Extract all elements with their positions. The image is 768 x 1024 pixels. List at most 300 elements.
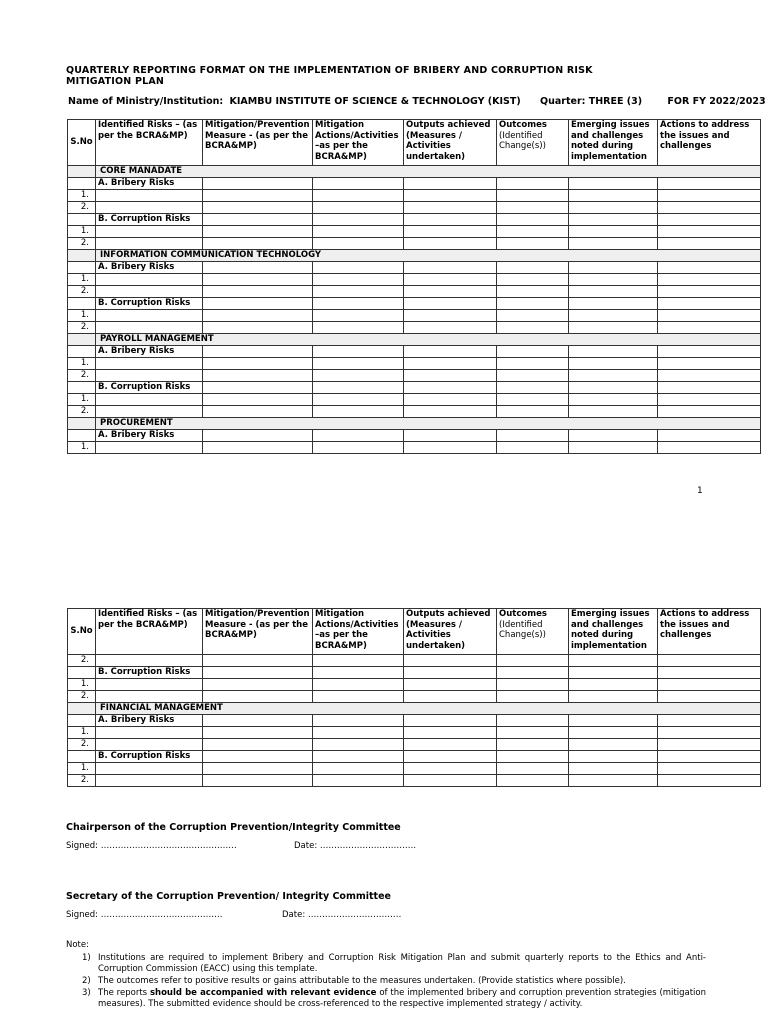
empty-cell: [404, 430, 497, 442]
empty-cell: [68, 703, 96, 715]
empty-cell: [313, 763, 404, 775]
empty-cell: [569, 202, 658, 214]
empty-cell: [569, 751, 658, 763]
table-row: [68, 763, 761, 775]
empty-cell: [497, 751, 569, 763]
subheading-row: [68, 262, 761, 274]
empty-cell: [497, 775, 569, 787]
empty-cell: [313, 442, 404, 454]
empty-cell: [404, 751, 497, 763]
report-table-page1: [67, 119, 761, 454]
institution-name: KIAMBU INSTITUTE OF SCIENCE & TECHNOLOGY (KIST): [229, 96, 521, 107]
empty-cell: [569, 274, 658, 286]
header-outcomes: [497, 120, 569, 166]
empty-cell: [497, 370, 569, 382]
empty-cell: [404, 370, 497, 382]
empty-cell: [569, 214, 658, 226]
empty-cell: [569, 442, 658, 454]
empty-cell: [203, 655, 313, 667]
subheading-row: [68, 178, 761, 190]
empty-cell: [569, 298, 658, 310]
empty-cell: [404, 667, 497, 679]
note-number: 1): [82, 953, 91, 963]
empty-cell: [404, 190, 497, 202]
note-item: [66, 953, 706, 975]
empty-cell: [313, 226, 404, 238]
empty-cell: [497, 226, 569, 238]
note-item: [66, 976, 706, 987]
empty-cell: [203, 406, 313, 418]
empty-cell: [404, 298, 497, 310]
row-number: 1.: [68, 763, 96, 775]
row-number: 2.: [68, 691, 96, 703]
empty-cell: [569, 775, 658, 787]
section-row: [68, 334, 761, 346]
empty-cell: [569, 382, 658, 394]
empty-cell: [569, 226, 658, 238]
row-number: 2.: [68, 655, 96, 667]
empty-cell: [404, 727, 497, 739]
chairperson-signed: Signed: …………………………………………: [66, 841, 237, 851]
empty-cell: [203, 262, 313, 274]
empty-cell: [313, 430, 404, 442]
header-actions-to-address: Actions to address the issues and challenges: [658, 120, 761, 166]
header-outcomes: [497, 609, 569, 655]
empty-cell: [658, 190, 761, 202]
row-number: 1.: [68, 679, 96, 691]
empty-cell: [203, 679, 313, 691]
empty-cell: [404, 286, 497, 298]
empty-cell: [569, 655, 658, 667]
note-heading: Note:: [66, 940, 89, 950]
empty-cell: [569, 370, 658, 382]
empty-cell: [313, 238, 404, 250]
empty-cell: [404, 358, 497, 370]
header-outputs: Outputs achieved (Measures / Activities undertaken): [404, 120, 497, 166]
header-mitigation-measure: Mitigation/Prevention Measure - (as per the BCRA&MP): [203, 120, 313, 166]
empty-cell: [497, 178, 569, 190]
empty-cell: [203, 382, 313, 394]
empty-cell: [497, 262, 569, 274]
empty-cell: [404, 715, 497, 727]
section-label: PROCUREMENT: [96, 418, 761, 430]
table-row: [68, 238, 761, 250]
empty-cell: [497, 202, 569, 214]
empty-cell: [497, 238, 569, 250]
empty-cell: [569, 406, 658, 418]
empty-cell: [658, 775, 761, 787]
empty-cell: [96, 775, 203, 787]
section-label: FINANCIAL MANAGEMENT: [96, 703, 761, 715]
risk-category-label: B. Corruption Risks: [96, 667, 203, 679]
table-row: [68, 775, 761, 787]
empty-cell: [497, 691, 569, 703]
empty-cell: [497, 286, 569, 298]
risk-category-label: B. Corruption Risks: [96, 214, 203, 226]
row-number: 2.: [68, 286, 96, 298]
empty-cell: [658, 406, 761, 418]
empty-cell: [658, 739, 761, 751]
row-number: 1.: [68, 310, 96, 322]
empty-cell: [313, 178, 404, 190]
header-emerging-issues: Emerging issues and challenges noted during implementation: [569, 609, 658, 655]
subheading-row: [68, 346, 761, 358]
table-row: [68, 226, 761, 238]
empty-cell: [404, 274, 497, 286]
risk-category-label: B. Corruption Risks: [96, 382, 203, 394]
empty-cell: [658, 751, 761, 763]
empty-cell: [404, 226, 497, 238]
empty-cell: [658, 691, 761, 703]
empty-cell: [569, 238, 658, 250]
empty-cell: [313, 202, 404, 214]
empty-cell: [68, 250, 96, 262]
subheading-row: [68, 298, 761, 310]
table-row: [68, 310, 761, 322]
empty-cell: [404, 655, 497, 667]
empty-cell: [203, 178, 313, 190]
section-row: [68, 418, 761, 430]
chairperson-title: Chairperson of the Corruption Prevention/Integrity Committee: [66, 822, 401, 833]
empty-cell: [96, 202, 203, 214]
empty-cell: [497, 394, 569, 406]
empty-cell: [96, 190, 203, 202]
empty-cell: [569, 262, 658, 274]
empty-cell: [569, 346, 658, 358]
empty-cell: [313, 667, 404, 679]
section-label: PAYROLL MANAGEMENT: [96, 334, 761, 346]
table-row: [68, 322, 761, 334]
empty-cell: [404, 262, 497, 274]
subheading-row: [68, 382, 761, 394]
empty-cell: [313, 679, 404, 691]
empty-cell: [569, 178, 658, 190]
note-number: 3): [82, 988, 91, 998]
empty-cell: [658, 274, 761, 286]
empty-cell: [96, 226, 203, 238]
empty-cell: [404, 382, 497, 394]
table-header-row: [68, 120, 761, 166]
empty-cell: [569, 727, 658, 739]
section-row: [68, 250, 761, 262]
empty-cell: [313, 298, 404, 310]
note-item: [66, 988, 706, 1010]
empty-cell: [68, 667, 96, 679]
note-text-post: of the implemented bribery and corruption prevention strategies (mitigation measures). The submitted evidence should be cross-referenced to the respective implemented strategy / activity.: [98, 988, 706, 1009]
empty-cell: [68, 418, 96, 430]
empty-cell: [404, 178, 497, 190]
note-text: The outcomes refer to positive results or gains attributable to the measures undertaken. (Provide statistics where possible).: [98, 976, 626, 986]
section-label: INFORMATION COMMUNICATION TECHNOLOGY: [96, 250, 761, 262]
empty-cell: [96, 406, 203, 418]
header-mitigation-actions: Mitigation Actions/Activities –as per the BCRA&MP): [313, 609, 404, 655]
empty-cell: [497, 190, 569, 202]
empty-cell: [313, 346, 404, 358]
empty-cell: [203, 190, 313, 202]
row-number: 1.: [68, 226, 96, 238]
empty-cell: [658, 286, 761, 298]
risk-category-label: A. Bribery Risks: [96, 346, 203, 358]
empty-cell: [68, 166, 96, 178]
empty-cell: [658, 178, 761, 190]
empty-cell: [96, 274, 203, 286]
empty-cell: [658, 358, 761, 370]
empty-cell: [404, 442, 497, 454]
table-row: [68, 286, 761, 298]
row-number: 2.: [68, 238, 96, 250]
quarter-label: Quarter: THREE (3): [540, 96, 643, 107]
notes-list: [66, 953, 706, 1011]
empty-cell: [203, 727, 313, 739]
secretary-signature-line: [66, 910, 402, 920]
empty-cell: [313, 751, 404, 763]
empty-cell: [658, 394, 761, 406]
empty-cell: [96, 763, 203, 775]
row-number: 2.: [68, 370, 96, 382]
empty-cell: [569, 739, 658, 751]
empty-cell: [658, 727, 761, 739]
empty-cell: [569, 715, 658, 727]
empty-cell: [313, 715, 404, 727]
empty-cell: [203, 310, 313, 322]
empty-cell: [497, 442, 569, 454]
empty-cell: [658, 214, 761, 226]
risk-category-label: B. Corruption Risks: [96, 298, 203, 310]
empty-cell: [96, 394, 203, 406]
empty-cell: [203, 394, 313, 406]
risk-category-label: B. Corruption Risks: [96, 751, 203, 763]
empty-cell: [96, 655, 203, 667]
empty-cell: [658, 298, 761, 310]
empty-cell: [313, 322, 404, 334]
institution-line: [68, 96, 766, 107]
row-number: 1.: [68, 727, 96, 739]
institution-label: Name of Ministry/Institution:: [68, 96, 224, 107]
empty-cell: [96, 679, 203, 691]
header-outputs: Outputs achieved (Measures / Activities undertaken): [404, 609, 497, 655]
subheading-row: [68, 715, 761, 727]
empty-cell: [497, 346, 569, 358]
empty-cell: [404, 322, 497, 334]
page-number: 1: [697, 486, 703, 496]
empty-cell: [658, 370, 761, 382]
empty-cell: [569, 310, 658, 322]
empty-cell: [68, 262, 96, 274]
empty-cell: [203, 739, 313, 751]
empty-cell: [569, 691, 658, 703]
empty-cell: [313, 775, 404, 787]
empty-cell: [68, 334, 96, 346]
empty-cell: [313, 286, 404, 298]
empty-cell: [203, 274, 313, 286]
empty-cell: [313, 274, 404, 286]
table-row: [68, 442, 761, 454]
header-identified-risks: Identified Risks – (as per the BCRA&MP): [96, 120, 203, 166]
header-identified-risks: Identified Risks – (as per the BCRA&MP): [96, 609, 203, 655]
empty-cell: [203, 238, 313, 250]
empty-cell: [203, 691, 313, 703]
row-number: 1.: [68, 442, 96, 454]
secretary-signed: Signed: …………………………………….: [66, 910, 223, 920]
empty-cell: [497, 727, 569, 739]
subheading-row: [68, 214, 761, 226]
note-number: 2): [82, 976, 91, 986]
empty-cell: [203, 763, 313, 775]
empty-cell: [658, 715, 761, 727]
empty-cell: [404, 691, 497, 703]
empty-cell: [68, 382, 96, 394]
empty-cell: [569, 322, 658, 334]
header-outcomes-sub: (Identified Change(s)): [499, 130, 546, 151]
table-row: [68, 274, 761, 286]
empty-cell: [96, 739, 203, 751]
empty-cell: [203, 202, 313, 214]
empty-cell: [404, 763, 497, 775]
table-row: [68, 655, 761, 667]
empty-cell: [497, 298, 569, 310]
empty-cell: [404, 346, 497, 358]
empty-cell: [313, 370, 404, 382]
table-row: [68, 190, 761, 202]
empty-cell: [68, 178, 96, 190]
empty-cell: [658, 310, 761, 322]
empty-cell: [404, 202, 497, 214]
header-emerging-issues: Emerging issues and challenges noted during implementation: [569, 120, 658, 166]
empty-cell: [68, 751, 96, 763]
empty-cell: [203, 298, 313, 310]
empty-cell: [658, 763, 761, 775]
empty-cell: [203, 430, 313, 442]
empty-cell: [658, 655, 761, 667]
empty-cell: [497, 679, 569, 691]
empty-cell: [497, 739, 569, 751]
table-row: [68, 394, 761, 406]
empty-cell: [68, 214, 96, 226]
empty-cell: [658, 430, 761, 442]
empty-cell: [203, 751, 313, 763]
table-row: [68, 370, 761, 382]
empty-cell: [203, 370, 313, 382]
table-row: [68, 691, 761, 703]
chairperson-signature-line: [66, 841, 417, 851]
risk-category-label: A. Bribery Risks: [96, 262, 203, 274]
empty-cell: [404, 394, 497, 406]
risk-category-label: A. Bribery Risks: [96, 430, 203, 442]
empty-cell: [404, 679, 497, 691]
empty-cell: [658, 202, 761, 214]
empty-cell: [658, 442, 761, 454]
note-text-emphasis: should be accompanied with relevant evidence: [149, 988, 377, 998]
header-sno: S.No: [68, 609, 96, 655]
empty-cell: [497, 763, 569, 775]
empty-cell: [404, 238, 497, 250]
fiscal-year-label: FOR FY 2022/2023: [667, 96, 766, 107]
header-mitigation-measure: Mitigation/Prevention Measure - (as per the BCRA&MP): [203, 609, 313, 655]
table-header-row: [68, 609, 761, 655]
subheading-row: [68, 667, 761, 679]
empty-cell: [569, 763, 658, 775]
empty-cell: [569, 190, 658, 202]
row-number: 2.: [68, 775, 96, 787]
table-row: [68, 358, 761, 370]
row-number: 2.: [68, 322, 96, 334]
empty-cell: [658, 226, 761, 238]
empty-cell: [313, 406, 404, 418]
empty-cell: [313, 214, 404, 226]
empty-cell: [203, 358, 313, 370]
table-row: [68, 679, 761, 691]
empty-cell: [68, 715, 96, 727]
table-row: [68, 202, 761, 214]
empty-cell: [569, 667, 658, 679]
empty-cell: [313, 691, 404, 703]
header-actions-to-address: Actions to address the issues and challenges: [658, 609, 761, 655]
empty-cell: [497, 667, 569, 679]
empty-cell: [404, 775, 497, 787]
empty-cell: [658, 679, 761, 691]
document-title: QUARTERLY REPORTING FORMAT ON THE IMPLEMENTATION OF BRIBERY AND CORRUPTION RISK MITIGATION PLAN: [66, 65, 593, 87]
empty-cell: [404, 310, 497, 322]
note-text: Institutions are required to implement Bribery and Corruption Risk Mitigation Plan and submit quarterly reports to the Ethics and Anti- Corruption Commission (EACC) using this template.: [98, 953, 706, 974]
empty-cell: [313, 310, 404, 322]
chairperson-date: Date: …………………………….: [294, 841, 417, 851]
table-row: [68, 727, 761, 739]
header-sno: S.No: [68, 120, 96, 166]
empty-cell: [203, 442, 313, 454]
empty-cell: [313, 655, 404, 667]
empty-cell: [203, 715, 313, 727]
empty-cell: [569, 394, 658, 406]
row-number: 1.: [68, 274, 96, 286]
empty-cell: [569, 358, 658, 370]
empty-cell: [96, 691, 203, 703]
row-number: 2.: [68, 406, 96, 418]
section-row: [68, 703, 761, 715]
empty-cell: [96, 370, 203, 382]
secretary-date: Date: ……………………………: [282, 910, 402, 920]
empty-cell: [404, 214, 497, 226]
empty-cell: [497, 406, 569, 418]
empty-cell: [313, 190, 404, 202]
empty-cell: [203, 667, 313, 679]
empty-cell: [203, 775, 313, 787]
table-row: [68, 739, 761, 751]
empty-cell: [658, 346, 761, 358]
empty-cell: [313, 727, 404, 739]
empty-cell: [658, 322, 761, 334]
empty-cell: [313, 358, 404, 370]
empty-cell: [497, 655, 569, 667]
secretary-title: Secretary of the Corruption Prevention/ Integrity Committee: [66, 891, 391, 902]
row-number: 1.: [68, 394, 96, 406]
empty-cell: [68, 430, 96, 442]
empty-cell: [313, 262, 404, 274]
empty-cell: [203, 322, 313, 334]
section-row: [68, 166, 761, 178]
empty-cell: [497, 430, 569, 442]
subheading-row: [68, 430, 761, 442]
empty-cell: [313, 394, 404, 406]
empty-cell: [497, 274, 569, 286]
section-label: CORE MANADATE: [96, 166, 761, 178]
empty-cell: [569, 286, 658, 298]
empty-cell: [497, 358, 569, 370]
empty-cell: [497, 322, 569, 334]
header-outcomes-sub: (Identified Change(s)): [499, 619, 546, 640]
note-text-pre: The reports: [98, 988, 150, 998]
header-outcomes-title: Outcomes: [499, 120, 547, 130]
empty-cell: [658, 667, 761, 679]
